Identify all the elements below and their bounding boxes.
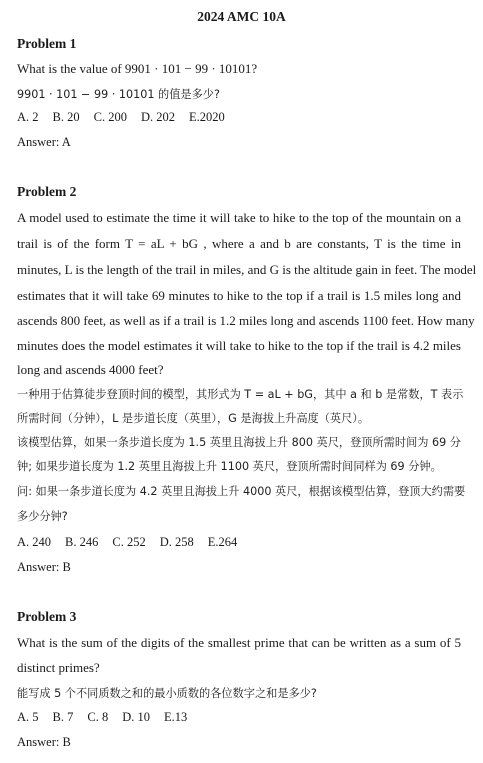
problem-2-question-zh-line: 该模型估算，如果一条步道长度为 1.5 英里且海拔上升 800 英尺，登顶所需时间为 69 分 — [17, 436, 461, 449]
choice: A. 2 — [17, 110, 39, 124]
problem-3-heading: Problem 3 — [17, 609, 77, 624]
choice: A. 240 — [17, 535, 52, 549]
problem-2-heading: Problem 2 — [17, 184, 77, 199]
problem-2-answer: Answer: B — [17, 560, 71, 574]
problem-2-question-en-line: ascends 800 feet, as well as if a trail is 1.2 miles long and ascends 1100 feet. How many — [17, 313, 475, 328]
choice: D. 202 — [140, 110, 175, 124]
problem-2-question-zh-line: 一种用于估算徒步登顶时间的模型，其形式为 T = aL + bG，其中 a 和 b 是常数，T 表示 — [17, 388, 464, 401]
choice: B. 20 — [52, 110, 80, 124]
problem-2-question-en-line: long and ascends 4000 feet? — [17, 362, 164, 377]
problem-2-question-zh-line: 钟; 如果步道长度为 1.2 英里且海拔上升 1100 英尺，登顶所需时间同样为 69 分钟。 — [17, 460, 442, 473]
problem-3-question-en-line: What is the sum of the digits of the smallest prime that can be written as a sum of 5 — [17, 635, 461, 650]
document-title: 2024 AMC 10A — [197, 9, 286, 24]
problem-3-answer: Answer: B — [17, 735, 71, 749]
problem-2-question-en-line: minutes does the model estimates it will take to hike to the top if the trail is 4.2 miles — [17, 338, 461, 353]
choice: E.2020 — [189, 110, 225, 124]
problem-3-question-zh: 能写成 5 个不同质数之和的最小质数的各位数字之和是多少? — [17, 687, 317, 700]
problem-3-question-en-line: distinct primes? — [17, 660, 100, 675]
problem-2-question-en-line: A model used to estimate the time it will take to hike to the top of the mountain on a — [17, 210, 461, 225]
problem-1-question-en: What is the value of 9901 · 101 − 99 · 10101? — [17, 61, 258, 76]
choice: E.13 — [164, 710, 188, 724]
problem-1-answer: Answer: A — [17, 135, 71, 149]
problem-2-question-en-line: trail is of the form T = aL + bG , where a and b are constants, T is the time in — [17, 236, 461, 251]
choice: D. 258 — [159, 535, 194, 549]
problem-2-question-zh-line: 所需时间（分钟），L 是步道长度（英里），G 是海拔上升高度（英尺）。 — [17, 412, 370, 425]
choice: A. 5 — [17, 710, 39, 724]
problem-1-question-zh: 9901 · 101 − 99 · 10101 的值是多少? — [17, 88, 220, 101]
problem-1-choices — [17, 110, 239, 125]
problem-2-question-zh-line: 多少分钟? — [17, 510, 68, 523]
choice: D. 10 — [122, 710, 150, 724]
problem-2-question-zh-line: 问: 如果一条步道长度为 4.2 英里且海拔上升 4000 英尺，根据该模型估算，登顶大约需要 — [17, 485, 466, 498]
problem-1-heading: Problem 1 — [17, 36, 77, 51]
choice: E.264 — [207, 535, 238, 549]
choice: C. 252 — [112, 535, 146, 549]
problem-3-choices — [17, 710, 201, 725]
problem-2-choices — [17, 535, 251, 550]
problem-2-question-en-line: estimates that it will take 69 minutes to hike to the top if a trail is 1.5 miles long and — [17, 288, 461, 303]
choice: B. 7 — [52, 710, 74, 724]
choice: C. 8 — [87, 710, 109, 724]
choice: B. 246 — [65, 535, 99, 549]
choice: C. 200 — [93, 110, 127, 124]
problem-2-question-en-line: minutes, L is the length of the trail in miles, and G is the altitude gain in feet. The model — [17, 262, 477, 277]
